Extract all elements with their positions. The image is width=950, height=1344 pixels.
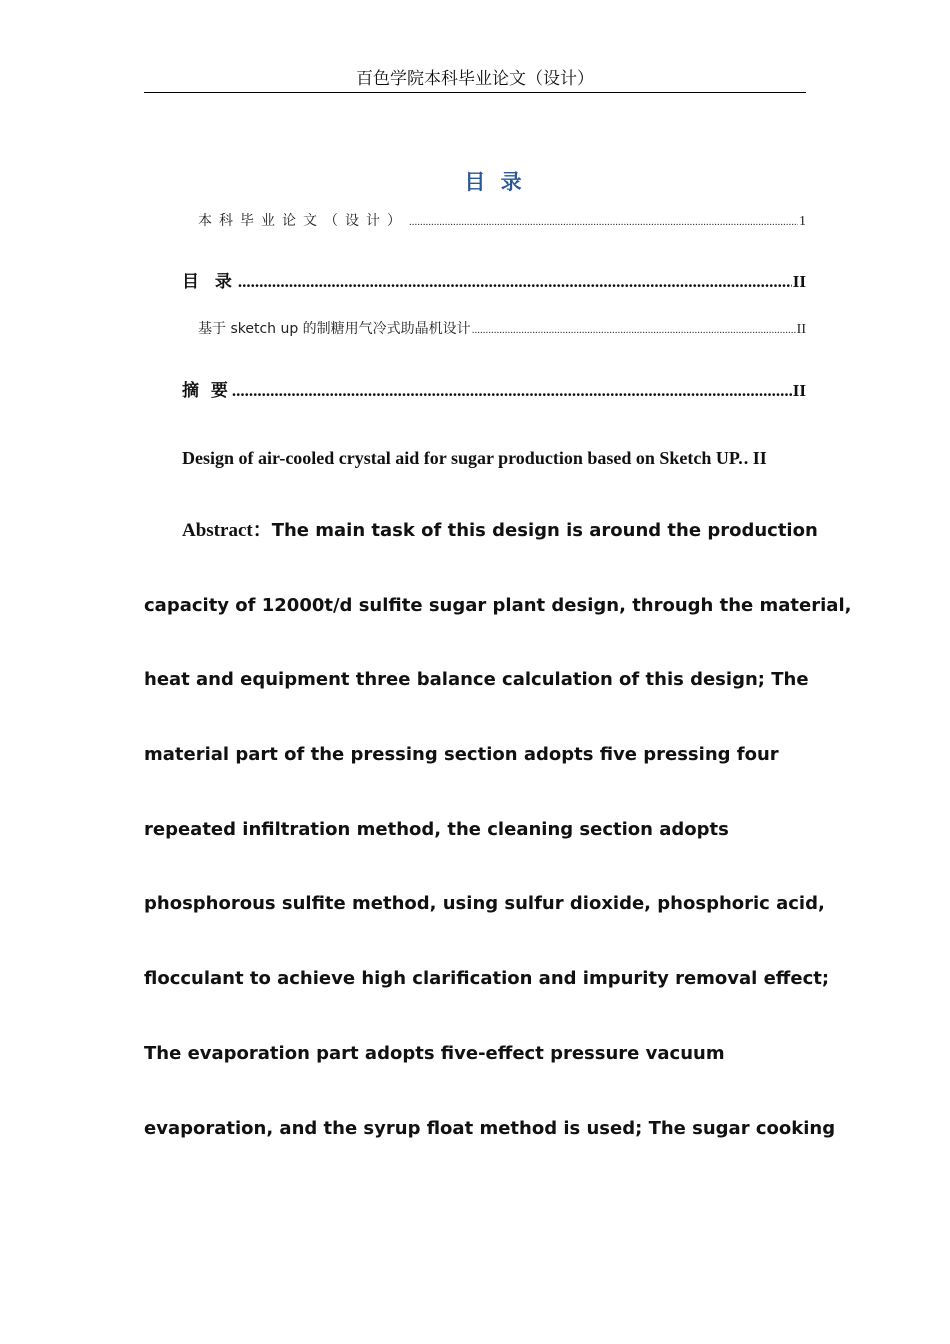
toc-page-number: 1 (799, 214, 806, 229)
abstract-label: Abstract： (182, 520, 272, 541)
abstract-line: flocculant to achieve high clarification and impurity removal effect; (144, 968, 830, 990)
toc-page-number: II (792, 381, 806, 400)
abstract-line: repeated infiltration method, the cleaning section adopts (144, 818, 729, 840)
toc-dot-leader (232, 381, 792, 401)
toc-entry-label: 基于 sketch up 的制糖用气冷式助晶机设计 (198, 321, 471, 337)
toc-page-number: II (752, 448, 767, 468)
toc-entry-label: 摘 要 (182, 381, 231, 401)
toc-dot-leader (409, 216, 798, 228)
toc-dot-leader (238, 272, 792, 292)
toc-entry-abstract-cn[interactable] (182, 376, 806, 402)
abstract-line: material part of the pressing section adopts five pressing four (144, 744, 779, 766)
toc-entry-label: 本科毕业论文（设计） (198, 213, 408, 229)
abstract-paragraph (144, 494, 852, 1166)
toc-dot-leader (472, 324, 796, 336)
toc-entry-contents[interactable] (182, 267, 806, 293)
toc-entry-thesis[interactable] (198, 210, 806, 232)
toc-title: 目 录 (464, 170, 526, 194)
toc-entry-label: Design of air-cooled crystal aid for sugar production based on Sketch UP. (182, 448, 743, 468)
toc-entry-label: 目 录 (182, 272, 237, 292)
toc-page-number: II (792, 272, 806, 291)
abstract-line (144, 494, 818, 569)
page-header: 百色学院本科毕业论文（设计） (144, 66, 806, 93)
abstract-line: capacity of 12000t/d sulfite sugar plant design, through the material, (144, 594, 852, 616)
abstract-line: evaporation, and the syrup float method is used; The sugar cooking (144, 1117, 836, 1139)
toc-entry-chinese-title[interactable] (198, 318, 806, 340)
abstract-line: phosphorous sulfite method, using sulfur dioxide, phosphoric acid, (144, 893, 825, 915)
toc-page-number: II (796, 322, 806, 337)
abstract-line-text: The main task of this design is around the production (271, 520, 818, 541)
abstract-line: heat and equipment three balance calculation of this design; The (144, 669, 809, 691)
abstract-line: The evaporation part adopts five-effect pressure vacuum (144, 1042, 725, 1064)
toc-dot-leader (744, 448, 752, 469)
toc-entry-english-title[interactable] (182, 448, 806, 474)
